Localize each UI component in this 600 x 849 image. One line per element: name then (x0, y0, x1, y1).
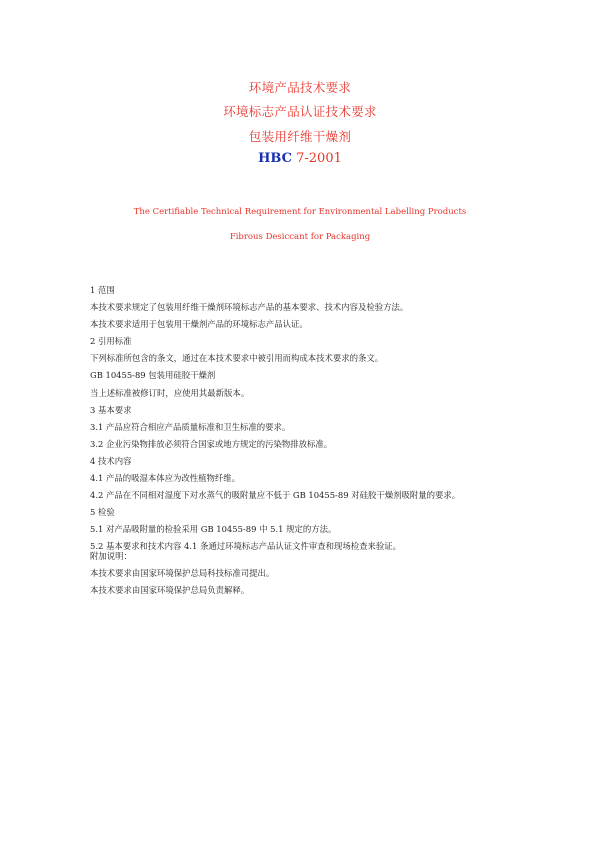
section-heading-scope: 1 范围 (90, 285, 115, 295)
body-line: 5.1 对产品吸附量的检验采用 GB 10455-89 中 5.1 规定的方法。 (90, 524, 337, 535)
body-line: 3.1 产品应符合相应产品质量标准和卫生标准的要求。 (90, 421, 291, 432)
title-line-2: 环境标志产品认证技术要求 (223, 104, 377, 119)
standard-code (0, 151, 600, 166)
section-heading-technical-content: 4 技术内容 (90, 455, 132, 466)
standard-code-number: 7-2001 (291, 151, 342, 166)
section-heading-inspection: 5 检验 (90, 507, 115, 518)
english-title: The Certifiable Technical Requirement for Environmental Labelling Products (133, 207, 467, 217)
body-line: 本技术要求适用于包装用干燥剂产品的环境标志产品认证。 (90, 319, 308, 330)
body-line: 4.2 产品在不同相对湿度下对水蒸气的吸附量应不低于 GB 10455-89 对硅胶干燥剂吸附量的要求。 (90, 490, 461, 501)
title-line-3: 包装用纤维干燥剂 (248, 129, 352, 144)
english-subtitle: Fibrous Desiccant for Packaging (229, 232, 371, 242)
body-line: 5.2 基本要求和技术内容 4.1 条通过环境标志产品认证文件审查和现场检查来验证。 (90, 541, 401, 552)
appendix-heading: 附加说明： (90, 551, 132, 561)
body-line: 本技术要求规定了包装用纤维干燥剂环境标志产品的基本要求、技术内容及检验方法。 (90, 302, 409, 313)
body-line: GB 10455-89 包装用硅胶干燥剂 (90, 370, 216, 381)
appendix-notes (90, 548, 550, 600)
body-line: 当上述标准被修订时，应使用其最新版本。 (90, 387, 250, 398)
document-body (90, 282, 550, 556)
section-heading-references: 2 引用标准 (90, 336, 132, 347)
title-line-1: 环境产品技术要求 (248, 80, 352, 95)
section-heading-basic-requirements: 3 基本要求 (90, 404, 132, 415)
appendix-line: 本技术要求由国家环境保护总局科技标准司提出。 (90, 568, 275, 579)
appendix-line: 本技术要求由国家环境保护总局负责解释。 (90, 585, 250, 596)
standard-code-prefix: HBC (258, 151, 292, 166)
body-line: 下列标准所包含的条文，通过在本技术要求中被引用而构成本技术要求的条文。 (90, 353, 384, 364)
body-line: 4.1 产品的吸湿本体应为改性植物纤维。 (90, 473, 240, 484)
body-line: 3.2 企业污染物排放必须符合国家或地方规定的污染物排放标准。 (90, 438, 333, 449)
